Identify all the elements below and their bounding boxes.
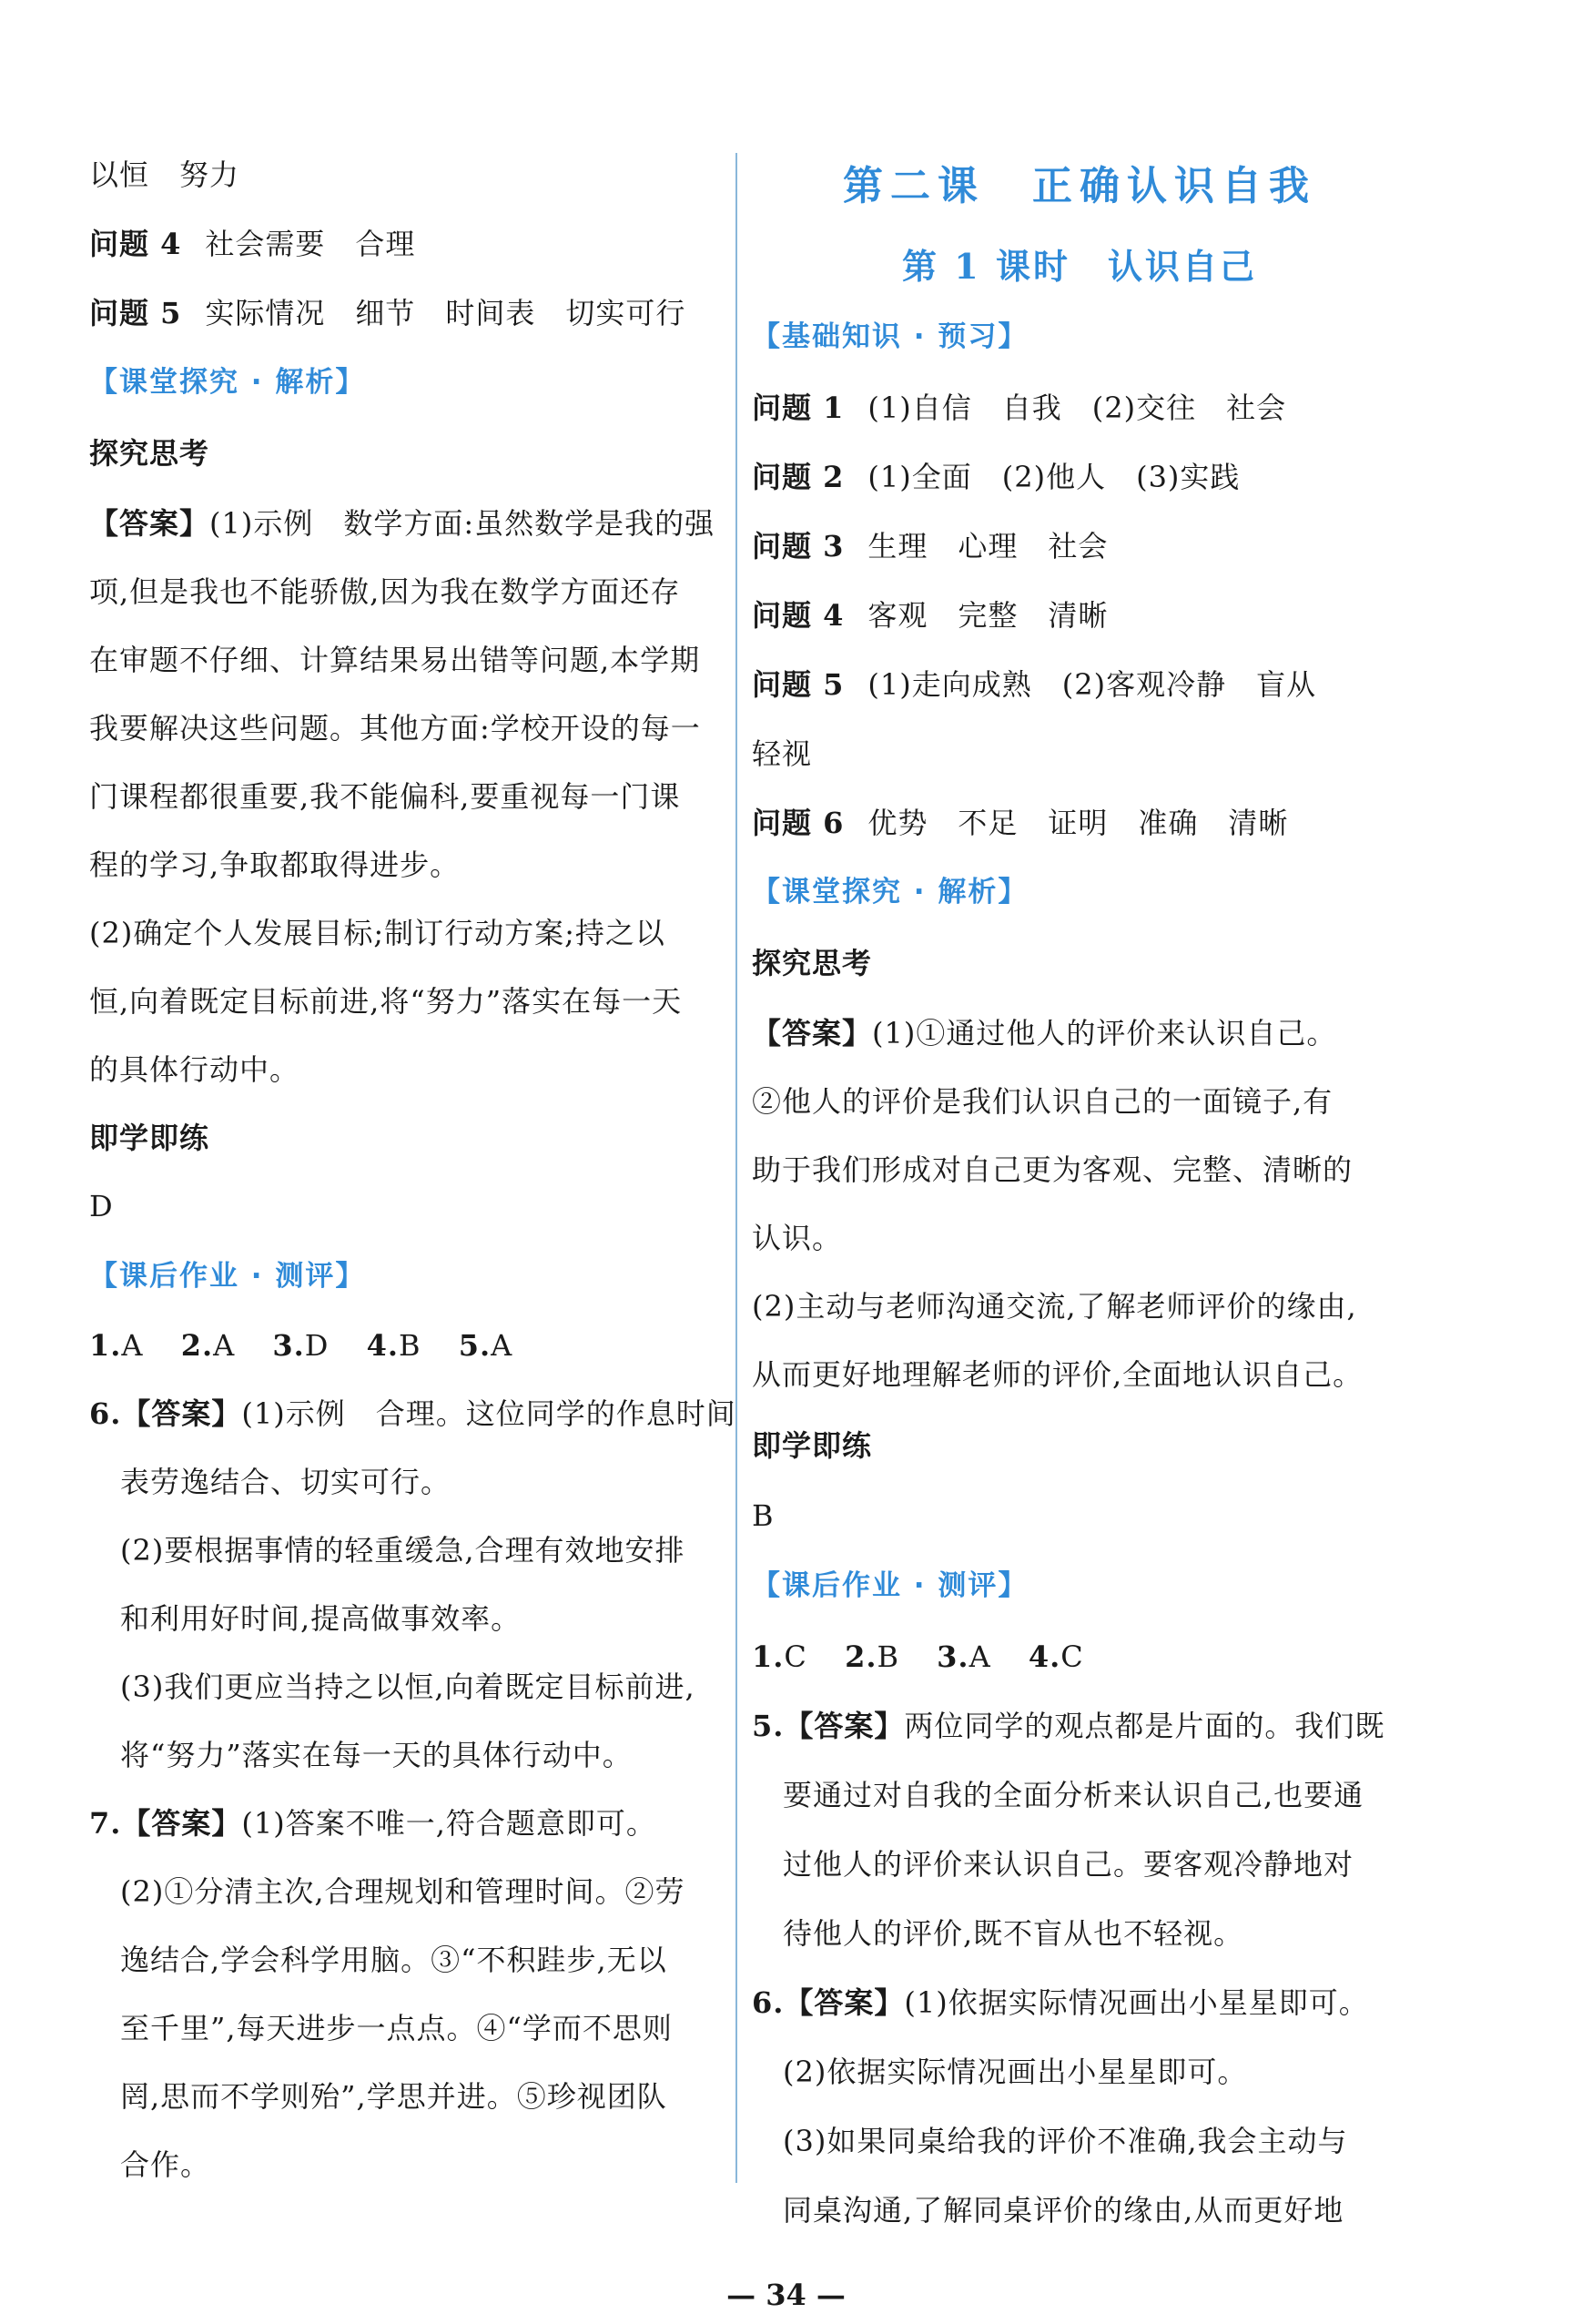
- answer-line: (3)我们更应当持之以恒,向着既定目标前进,: [120, 1669, 695, 1704]
- answer-line: (2)确定个人发展目标;制订行动方案;持之以: [89, 916, 665, 950]
- question-3: 问题 3 生理 心理 社会: [752, 529, 1109, 563]
- question-answer: 实际情况 细节 时间表 切实可行: [205, 296, 686, 330]
- answer-line: 逸结合,学会科学用脑。③“不积跬步,无以: [120, 1943, 667, 1977]
- answer-line: 认识。: [752, 1221, 843, 1255]
- practice-title: 即学即练: [89, 1121, 210, 1155]
- question-5-continued: 轻视: [752, 736, 813, 771]
- page-number: — 34 —: [726, 2278, 846, 2312]
- practice-answer: B: [752, 1498, 775, 1533]
- answer-line: (2)依据实际情况画出小星星即可。: [783, 2055, 1248, 2089]
- period-title: 第 1 课时 认识自己: [902, 246, 1257, 287]
- answer-line: 我要解决这些问题。其他方面:学校开设的每一: [89, 711, 701, 746]
- question-5: 问题 5 (1)走向成熟 (2)客观冷静 盲从: [752, 667, 1317, 702]
- column-divider: [735, 153, 737, 2183]
- answer-line: 【答案】(1)①通过他人的评价来认识自己。: [752, 1016, 1337, 1050]
- answer-line: 助于我们形成对自己更为客观、完整、清晰的: [752, 1152, 1354, 1187]
- answer-line: 将“努力”落实在每一天的具体行动中。: [120, 1738, 633, 1772]
- text-line: 以恒 努力: [89, 157, 240, 192]
- answer-line: 过他人的评价来认识自己。要客观冷静地对: [783, 1847, 1354, 1882]
- section-heading-explore: 【课堂探究 · 解析】: [752, 876, 1029, 908]
- answer-line: 至千里”,每天进步一点点。④“学而不思则: [120, 2011, 673, 2045]
- answer-line: 程的学习,争取都取得进步。: [89, 847, 461, 882]
- question-label: 问题 4: [89, 227, 182, 261]
- question-4: [89, 226, 726, 262]
- answer-line: 门课程都很重要,我不能偏科,要重视每一门课: [89, 779, 681, 814]
- section-heading-homework: 【课后作业 · 测评】: [752, 1569, 1029, 1602]
- answer-label: 【答案】: [784, 1985, 905, 2020]
- question-6-answer: 6.【答案】(1)依据实际情况画出小星星即可。: [752, 1985, 1369, 2020]
- section-heading-explore: 【课堂探究 · 解析】: [89, 366, 366, 399]
- answer-line: ②他人的评价是我们认识自己的一面镜子,有: [752, 1084, 1334, 1119]
- answer-line: 在审题不仔细、计算结果易出错等问题,本学期: [89, 643, 701, 677]
- answer-line: 合作。: [120, 2147, 211, 2182]
- question-4: 问题 4 客观 完整 清晰: [752, 598, 1109, 633]
- answer-line: 从而更好地理解老师的评价,全面地认识自己。: [752, 1357, 1364, 1392]
- answer-line: 的具体行动中。: [89, 1052, 300, 1087]
- answer-line: 【答案】(1)示例 数学方面:虽然数学是我的强: [89, 506, 715, 541]
- answer-line: (2)①分清主次,合理规划和管理时间。②劳: [120, 1874, 685, 1909]
- question-6: 问题 6 优势 不足 证明 准确 清晰: [752, 806, 1289, 840]
- practice-answer: D: [89, 1189, 114, 1223]
- answer-line: 罔,思而不学则殆”,学思并进。⑤珍视团队: [120, 2079, 667, 2114]
- question-answer: 社会需要 合理: [205, 227, 416, 261]
- answer-line: 恒,向着既定目标前进,将“努力”落实在每一天: [89, 984, 683, 1019]
- answer-line: 同桌沟通,了解同桌评价的缘由,从而更好地: [783, 2193, 1344, 2228]
- answer-line: 项,但是我也不能骄傲,因为我在数学方面还存: [89, 574, 681, 609]
- question-1: 问题 1 (1)自信 自我 (2)交往 社会: [752, 391, 1287, 425]
- answer-label: 【答案】: [121, 1396, 242, 1431]
- answer-line: 表劳逸结合、切实可行。: [120, 1465, 451, 1499]
- question-label: 问题 5: [89, 296, 182, 330]
- answer-line: (2)要根据事情的轻重缓急,合理有效地安排: [120, 1533, 685, 1568]
- question-5: [89, 295, 726, 331]
- answer-label: 【答案】: [784, 1709, 905, 1743]
- answer-line: 待他人的评价,既不盲从也不轻视。: [783, 1916, 1244, 1951]
- answer-label: 【答案】: [752, 1016, 873, 1050]
- multiple-choice-answers: 1.A 2.A 3.D 4.B 5.A: [89, 1328, 513, 1363]
- section-heading-homework: 【课后作业 · 测评】: [89, 1260, 366, 1293]
- practice-title: 即学即练: [752, 1428, 873, 1463]
- lesson-title: 第二课 正确认识自我: [843, 163, 1316, 209]
- answer-label: 【答案】: [121, 1806, 242, 1841]
- question-7-answer: 7.【答案】(1)答案不唯一,符合题意即可。: [89, 1806, 656, 1841]
- answer-line: (2)主动与老师沟通交流,了解老师评价的缘由,: [752, 1289, 1357, 1324]
- question-2: 问题 2 (1)全面 (2)他人 (3)实践: [752, 460, 1241, 494]
- explore-title: 探究思考: [89, 436, 210, 471]
- answer-line: (3)如果同桌给我的评价不准确,我会主动与: [783, 2124, 1348, 2158]
- answer-line: 要通过对自我的全面分析来认识自己,也要通: [783, 1778, 1364, 1812]
- question-6-answer: 6.【答案】(1)示例 合理。这位同学的作息时间: [89, 1396, 736, 1431]
- answer-line: 和利用好时间,提高做事效率。: [120, 1601, 522, 1636]
- question-5-answer: 5.【答案】两位同学的观点都是片面的。我们既: [752, 1709, 1385, 1743]
- answer-label: 【答案】: [89, 506, 210, 541]
- explore-title: 探究思考: [752, 946, 873, 980]
- multiple-choice-answers: 1.C 2.B 3.A 4.C: [752, 1639, 1084, 1674]
- section-heading-basic: 【基础知识 · 预习】: [752, 320, 1029, 353]
